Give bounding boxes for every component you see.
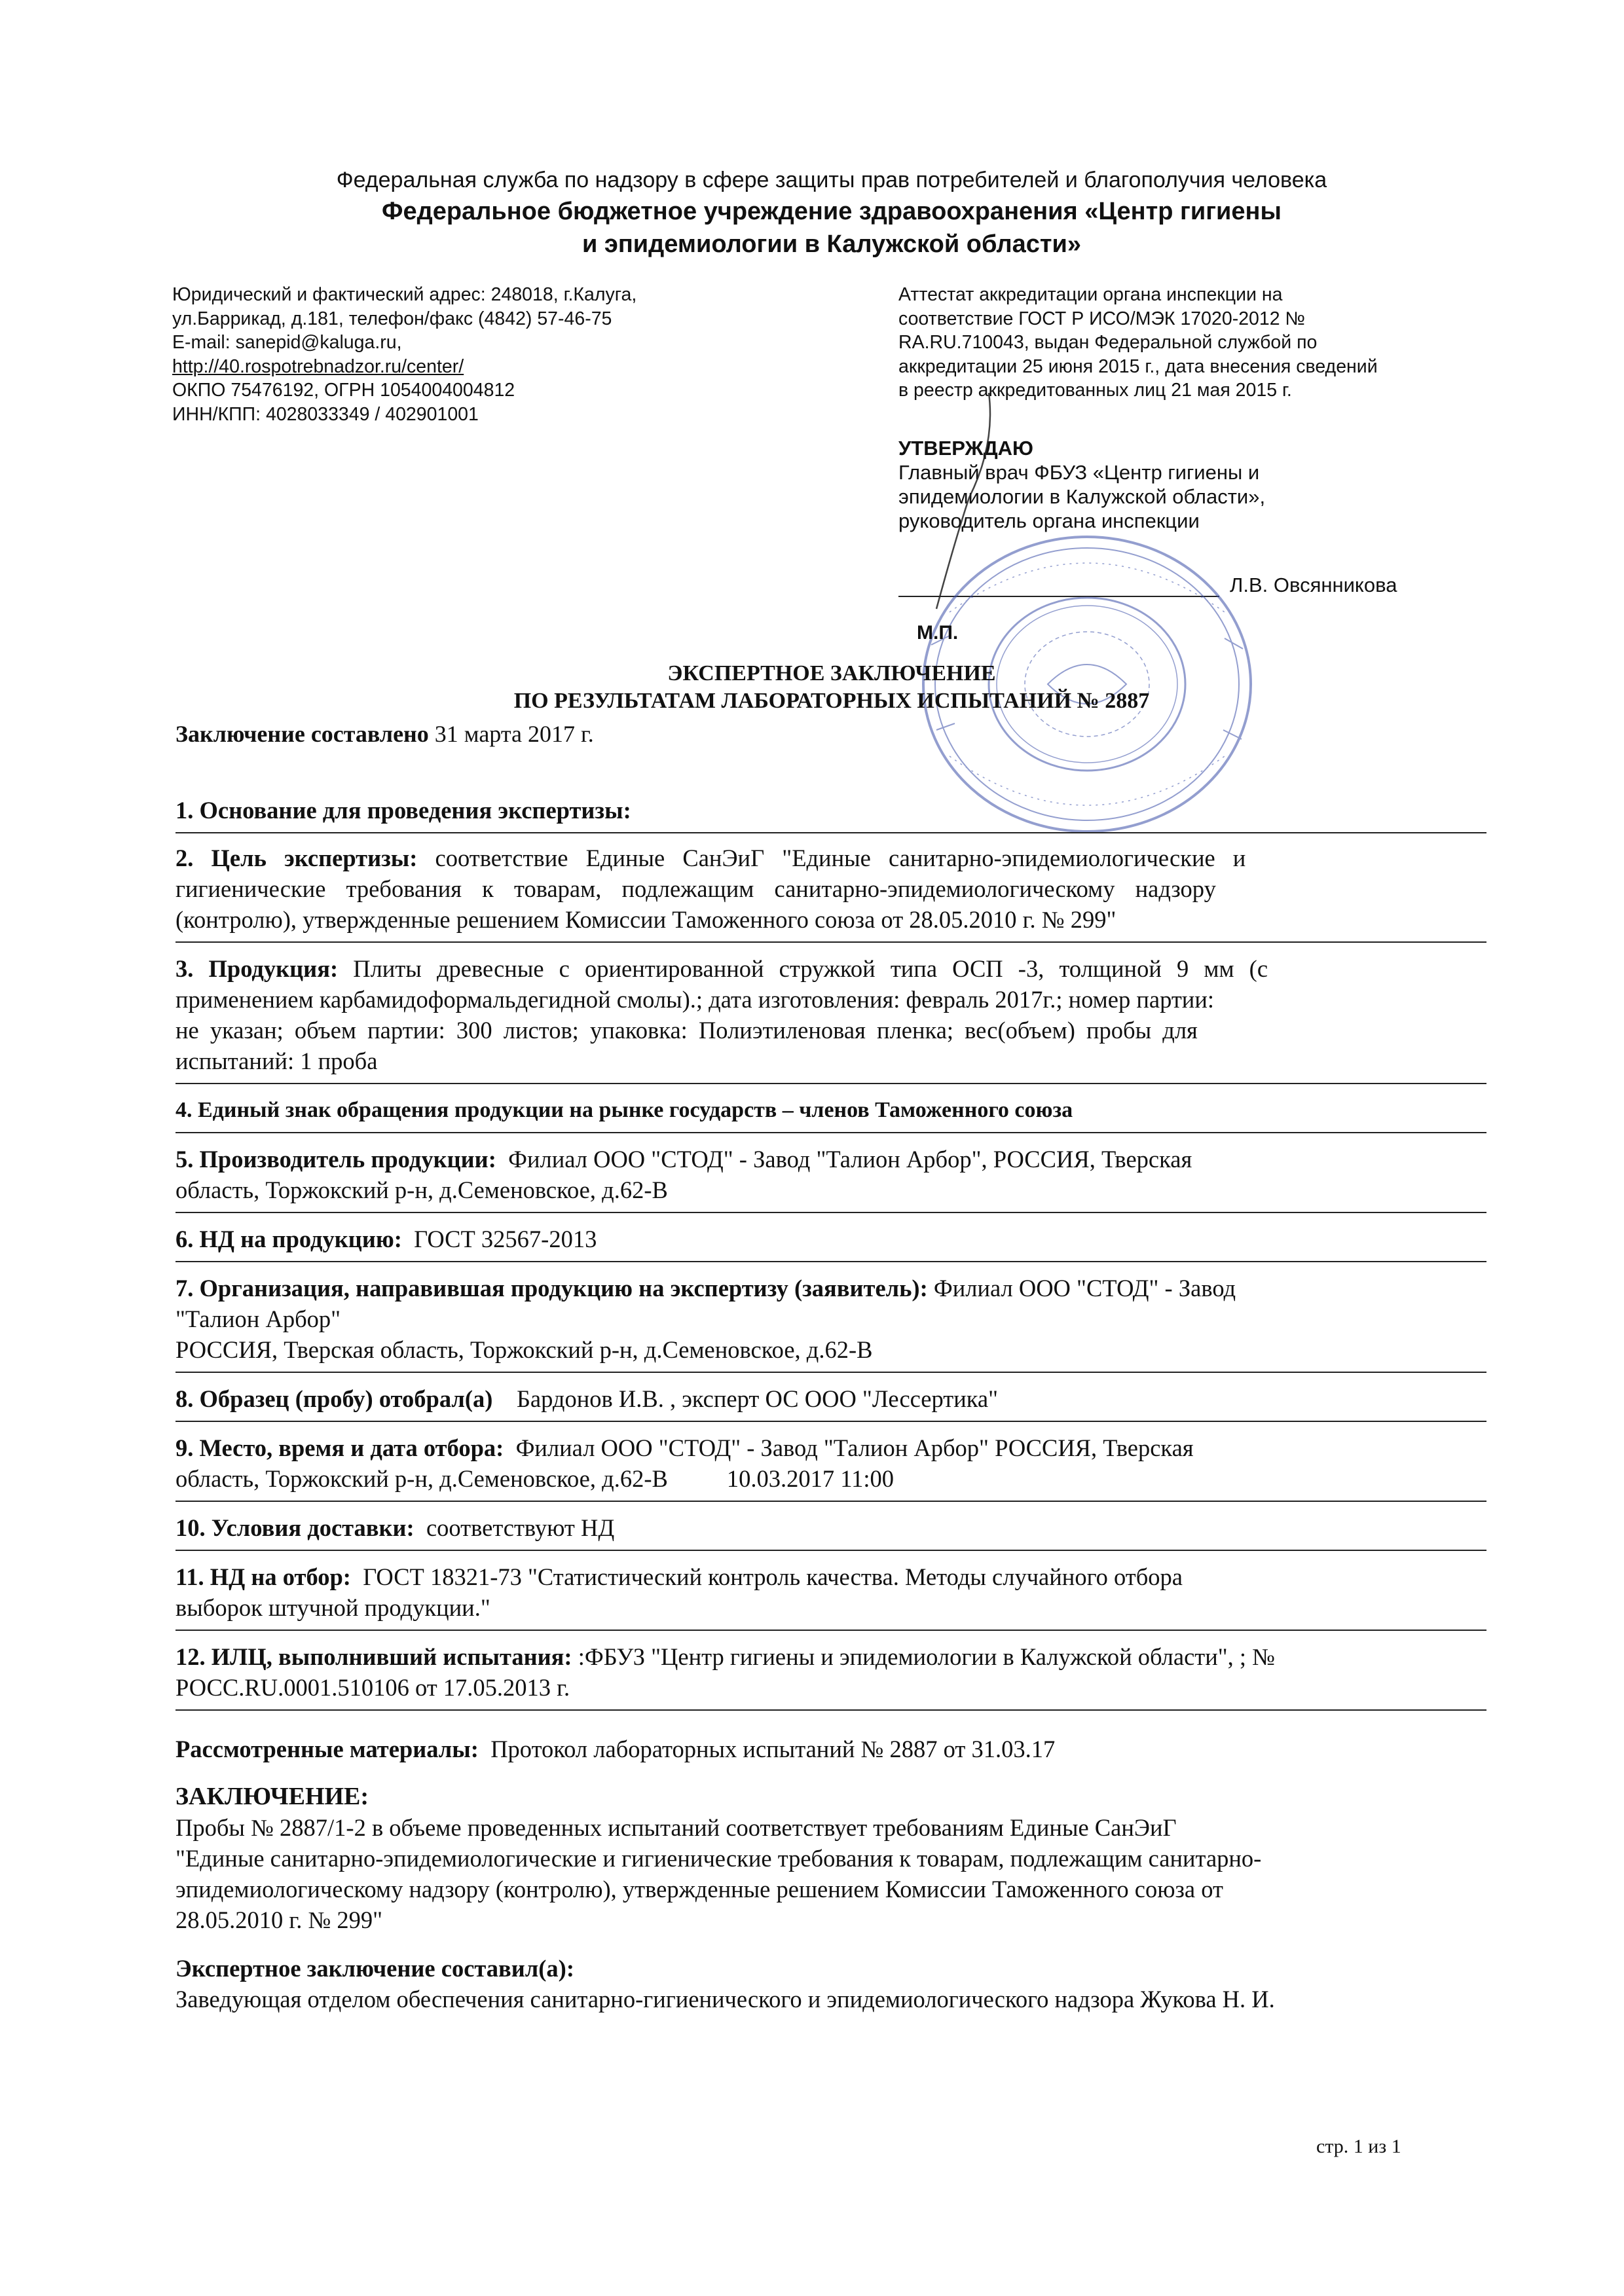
section-3-text1: Плиты древесные с ориентированной стружкой типа ОСП -3, толщиной 9 мм (с <box>353 955 1268 982</box>
page-number: стр. 1 из 1 <box>1316 2136 1401 2157</box>
composed-label: Заключение составлено <box>175 721 429 747</box>
section-3-line1 <box>175 953 1486 984</box>
section-3 <box>175 943 1486 1084</box>
section-11-text1: ГОСТ 18321-73 "Статистический контроль качества. Методы случайного отбора <box>363 1563 1183 1590</box>
accreditation-block <box>898 283 1475 403</box>
section-9-date: 10.03.2017 11:00 <box>726 1465 895 1492</box>
reviewed-materials <box>175 1735 1055 1763</box>
section-12-line2: РОСС.RU.0001.510106 от 17.05.2013 г. <box>175 1674 570 1701</box>
document-title-line1: ЭКСПЕРТНОЕ ЗАКЛЮЧЕНИЕ <box>667 661 996 685</box>
accreditation-line2: соответствие ГОСТ Р ИСО/МЭК 17020-2012 № <box>898 308 1306 329</box>
section-9-text1: Филиал ООО "СТОД" - Завод "Талион Арбор" РОССИЯ, Тверская <box>515 1434 1194 1461</box>
section-10 <box>175 1502 1486 1551</box>
section-3-label: 3. Продукция: <box>175 955 339 982</box>
conclusion-heading: ЗАКЛЮЧЕНИЕ: <box>175 1783 369 1810</box>
document-title <box>0 660 1624 715</box>
section-3-line3: не указан; объем партии: 300 листов; упаковка: Полиэтиленовая пленка; вес(объем) пробы для <box>175 1017 1198 1044</box>
section-3-line2: применением карбамидоформальдегидной смолы).; дата изготовления: февраль 2017г.; номер партии: <box>175 986 1215 1013</box>
section-2-label: 2. Цель экспертизы: <box>175 845 418 871</box>
section-2-text1: соответствие Единые СанЭиГ "Единые санитарно-эпидемиологические и <box>435 845 1246 871</box>
mp-label: М.П. <box>917 622 959 644</box>
document-title-line2: ПО РЕЗУЛЬТАТАМ ЛАБОРАТОРНЫХ ИСПЫТАНИЙ № 2887 <box>513 689 1150 713</box>
section-2 <box>175 833 1486 943</box>
section-12-text1: :ФБУЗ "Центр гигиены и эпидемиологии в Калужской области", ; № <box>578 1643 1276 1670</box>
section-2-line3: (контролю), утвержденные решением Комиссии Таможенного союза от 28.05.2010 г. № 299" <box>175 906 1116 933</box>
conclusion-line3: эпидемиологическому надзору (контролю), утвержденные решением Комиссии Таможенного союза от <box>175 1876 1223 1903</box>
section-8-value: Бардонов И.В. , эксперт ОС ООО "Лессертика" <box>516 1385 999 1412</box>
address-inn: ИНН/КПП: 4028033349 / 402901001 <box>172 403 479 425</box>
section-9-line1 <box>175 1432 1486 1463</box>
author-text: Заведующая отделом обеспечения санитарно-гигиенического и эпидемиологического надзора Жукова Н. И. <box>175 1986 1275 2013</box>
approval-line3: руководитель органа инспекции <box>898 509 1200 532</box>
section-7-line2: "Талион Арбор" <box>175 1305 341 1332</box>
section-5-label: 5. Производитель продукции: <box>175 1146 496 1173</box>
section-10-value: соответствуют НД <box>426 1514 615 1541</box>
address-email: E-mail: sanepid@kaluga.ru, <box>172 332 402 353</box>
address-line2: ул.Баррикад, д.181, телефон/факс (4842) 57-46-75 <box>172 308 612 329</box>
conclusion-line1: Пробы № 2887/1-2 в объеме проведенных испытаний соответствует требованиям Единые СанЭиГ <box>175 1814 1177 1841</box>
section-8 <box>175 1373 1486 1422</box>
section-11-line1 <box>175 1561 1486 1592</box>
accreditation-line1: Аттестат аккредитации органа инспекции на <box>898 284 1283 305</box>
composed-date: 31 марта 2017 г. <box>434 721 594 747</box>
section-12-label: 12. ИЛЦ, выполнивший испытания: <box>175 1643 572 1670</box>
section-4 <box>175 1084 1486 1133</box>
section-9 <box>175 1422 1486 1502</box>
reviewed-label: Рассмотренные материалы: <box>175 1736 479 1762</box>
section-8-label: 8. Образец (пробу) отобрал(а) <box>175 1385 493 1412</box>
conclusion-line4: 28.05.2010 г. № 299" <box>175 1906 383 1933</box>
address-block <box>172 283 814 426</box>
accreditation-line5: в реестр аккредитованных лиц 21 мая 2015 г. <box>898 380 1292 401</box>
author-heading: Экспертное заключение составил(а): <box>175 1955 574 1982</box>
section-9-text2: область, Торжокский р-н, д.Семеновское, д.62-В <box>175 1465 668 1492</box>
section-11 <box>175 1551 1486 1631</box>
approval-line1: Главный врач ФБУЗ «Центр гигиены и <box>898 461 1260 484</box>
accreditation-line3: RA.RU.710043, выдан Федеральной службой по <box>898 332 1318 353</box>
section-12 <box>175 1631 1486 1711</box>
section-1 <box>175 792 1486 833</box>
section-6 <box>175 1213 1486 1262</box>
section-9-label: 9. Место, время и дата отбора: <box>175 1434 504 1461</box>
section-12-line1 <box>175 1641 1486 1672</box>
sections-list <box>175 792 1486 1711</box>
section-1-label: 1. Основание для проведения экспертизы: <box>175 797 631 824</box>
section-7-label: 7. Организация, направившая продукцию на экспертизу (заявитель): <box>175 1275 928 1302</box>
composed-date-line <box>175 720 594 748</box>
section-10-label: 10. Условия доставки: <box>175 1514 415 1541</box>
section-6-value: ГОСТ 32567-2013 <box>414 1226 597 1252</box>
section-3-line4: испытаний: 1 проба <box>175 1048 378 1074</box>
accreditation-line4: аккредитации 25 июня 2015 г., дата внесения сведений <box>898 355 1378 377</box>
section-2-line1 <box>175 843 1486 873</box>
signature-scribble <box>891 393 1087 629</box>
section-6-label: 6. НД на продукцию: <box>175 1226 402 1252</box>
section-7-line3: РОССИЯ, Тверская область, Торжокский р-н, д.Семеновское, д.62-В <box>175 1336 873 1363</box>
approval-signer: Л.В. Овсянникова <box>1230 574 1397 596</box>
header-org-line1: Федеральное бюджетное учреждение здравоохранения «Центр гигиены <box>382 198 1282 225</box>
address-url[interactable]: http://40.rospotrebnadzor.ru/center/ <box>172 355 464 377</box>
conclusion-line2: "Единые санитарно-эпидемиологические и гигиенические требования к товарам, подлежащим санитарно- <box>175 1845 1262 1872</box>
conclusion-text <box>175 1812 1498 1935</box>
section-5-line1 <box>175 1144 1486 1175</box>
section-7 <box>175 1262 1486 1373</box>
approval-title: УТВЕРЖДАЮ <box>898 437 1034 460</box>
section-7-line1 <box>175 1273 1486 1303</box>
section-7-text1: Филиал ООО "СТОД" - Завод <box>933 1275 1236 1302</box>
section-9-line2 <box>175 1463 1486 1494</box>
address-line1: Юридический и фактический адрес: 248018, г.Калуга, <box>172 284 637 305</box>
approval-line2: эпидемиологии в Калужской области», <box>898 485 1266 508</box>
section-4-label: 4. Единый знак обращения продукции на рынке государств – членов Таможенного союза <box>175 1098 1073 1122</box>
section-11-line2: выборок штучной продукции." <box>175 1594 490 1621</box>
header-service: Федеральная служба по надзору в сфере защиты прав потребителей и благополучия человека <box>336 168 1327 192</box>
section-5-line2: область, Торжокский р-н, д.Семеновское, д.62-В <box>175 1176 668 1203</box>
reviewed-value: Протокол лабораторных испытаний № 2887 от 31.03.17 <box>490 1736 1056 1762</box>
section-11-label: 11. НД на отбор: <box>175 1563 351 1590</box>
header-org-line2: и эпидемиологии в Калужской области» <box>581 230 1082 258</box>
header-organization <box>0 195 1624 261</box>
address-okpo: ОКПО 75476192, ОГРН 1054004004812 <box>172 380 515 401</box>
section-2-line2: гигиенические требования к товарам, подлежащим санитарно-эпидемиологическому надзору <box>175 875 1216 902</box>
section-5 <box>175 1133 1486 1213</box>
section-5-text1: Филиал ООО "СТОД" - Завод "Талион Арбор", РОССИЯ, Тверская <box>508 1146 1192 1173</box>
